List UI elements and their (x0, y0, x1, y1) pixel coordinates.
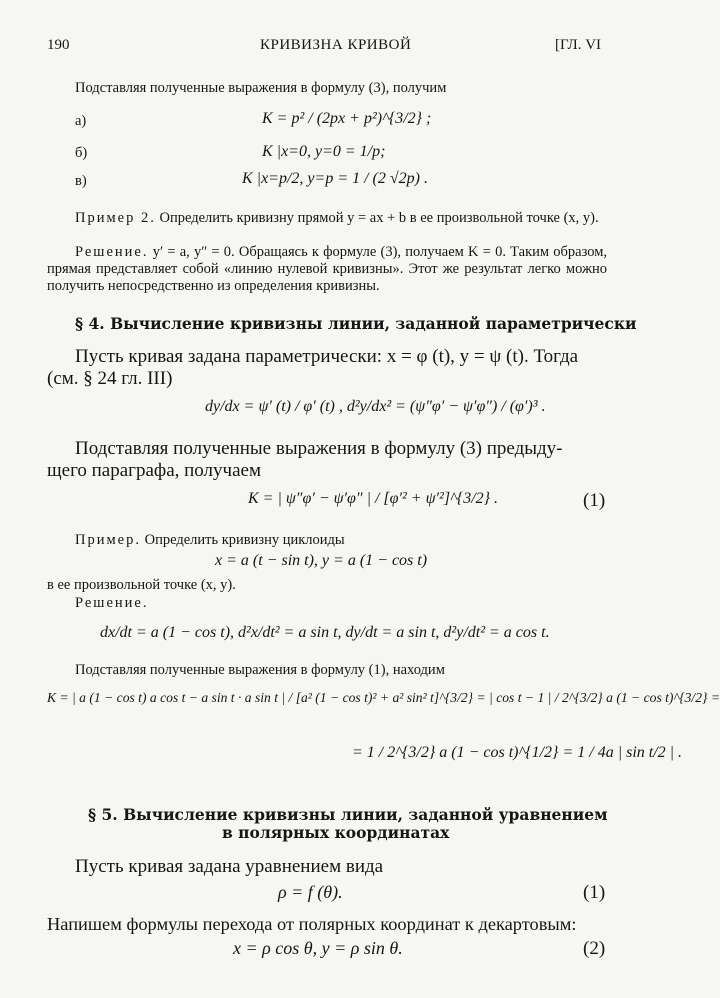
section4-para1-line1: Пусть кривая задана параметрически: x = φ (t), y = ψ (t). Тогда (75, 346, 579, 367)
page-number: 190 (47, 37, 70, 53)
cycloid-equation: x = a (t − sin t), y = a (1 − cos t) (215, 552, 428, 569)
section4-para1-line2: (см. § 24 гл. III) (47, 368, 173, 389)
section5-heading-line2: в полярных координатах (222, 823, 450, 842)
item-c-label: в) (75, 173, 87, 189)
cycloid-solution-label: Решение. (75, 595, 149, 611)
section5-para1: Пусть кривая задана уравнением вида (75, 856, 384, 877)
cycloid-example (75, 532, 345, 549)
item-b-formula: K |x=0, y=0 = 1/p; (262, 143, 386, 160)
equation-number-1b: (1) (583, 882, 606, 903)
section4-heading: § 4. Вычисление кривизны линии, заданной параметрически (75, 314, 637, 333)
cycloid-derivatives: dx/dt = a (1 − cos t), d²x/dt² = a sin t, dy/dt = a sin t, d²y/dt² = a cos t. (100, 624, 550, 641)
section4-para2-line1: Подставляя полученные выражения в формулу (3) предыду- (75, 438, 563, 459)
chapter-label: [ГЛ. VI (555, 37, 602, 53)
example2-label: Пример 2. (75, 210, 156, 226)
cycloid-result-line2: = 1 / 2^{3/2} a (1 − cos t)^{1/2} = 1 / 4a | sin t/2 | . (352, 744, 683, 761)
example2-text: Определить кривизну прямой y = ax + b в ее произвольной точке (x, y). (159, 210, 599, 226)
item-c-formula: K |x=p/2, y=p = 1 / (2 √2p) . (242, 170, 428, 187)
example2-solution (47, 244, 607, 295)
item-a-formula: K = p² / (2px + p²)^{3/2} ; (262, 110, 432, 127)
item-b-label: б) (75, 145, 88, 161)
running-title: КРИВИЗНА КРИВОЙ (260, 37, 412, 53)
parametric-curvature-formula: K = | ψ″φ′ − ψ′φ″ | / [φ′² + ψ′²]^{3/2} . (248, 490, 499, 507)
polar-to-cartesian: x = ρ cos θ, y = ρ sin θ. (233, 938, 403, 958)
intro-line: Подставляя полученные выражения в формулу (3), получим (75, 80, 447, 96)
cycloid-example-text: Определить кривизну циклоиды (144, 532, 345, 548)
example2-solution-text: y′ = a, y″ = 0. Обращаясь к формуле (3), получаем K = 0. Таким образом, прямая представляет собой «линию нулевой кривизны». Этот же результат легко можно получить непосредственно из определения кривизны. (47, 244, 607, 294)
equation-number-1: (1) (583, 490, 606, 511)
parametric-derivatives: dy/dx = ψ′ (t) / φ′ (t) , d²y/dx² = (ψ″φ′ − ψ′φ″) / (φ′)³ . (205, 398, 546, 415)
substitute-line: Подставляя полученные выражения в формулу (1), находим (75, 662, 445, 678)
example2-solution-label: Решение. (75, 244, 149, 260)
example2-paragraph (47, 210, 607, 227)
equation-number-2: (2) (583, 938, 606, 959)
section5-para2: Напишем формулы перехода от полярных координат к декартовым: (47, 914, 577, 934)
cycloid-example-label: Пример. (75, 532, 141, 548)
section4-para2-line2: щего параграфа, получаем (47, 460, 261, 481)
cycloid-result-line1: K = | a (1 − cos t) a cos t − a sin t · a sin t | / [a² (1 − cos t)² + a² sin² t]^{3/2} = | cos t − 1 | / 2^{3/2} a (1 − cos t)^{3/2} = (47, 690, 720, 705)
polar-equation: ρ = f (θ). (278, 882, 343, 902)
section5-heading-line1: § 5. Вычисление кривизны линии, заданной уравнением (88, 805, 608, 824)
cycloid-point-text: в ее произвольной точке (x, y). (47, 577, 236, 593)
item-a-label: а) (75, 113, 87, 129)
